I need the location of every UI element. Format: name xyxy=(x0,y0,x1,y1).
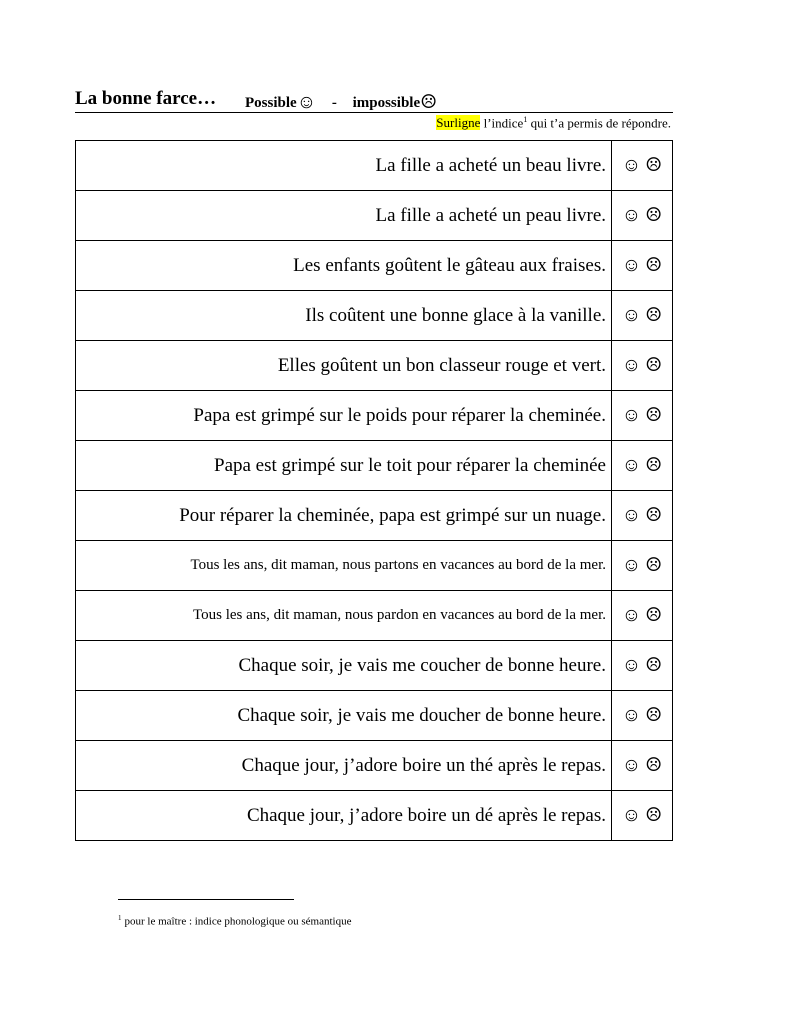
table-row xyxy=(76,741,673,791)
answer-cell xyxy=(612,241,673,291)
answer-cell xyxy=(612,191,673,241)
legend-separator: - xyxy=(331,95,337,111)
footnote-text: pour le maître : indice phonologique ou sémantique xyxy=(124,915,352,928)
table-row xyxy=(76,491,673,541)
frown-icon[interactable]: ☹ xyxy=(645,355,663,376)
smile-icon[interactable]: ☺ xyxy=(621,155,642,176)
page-title: La bonne farce… xyxy=(75,88,217,109)
sentence-cell: Tous les ans, dit maman, nous partons en vacances au bord de la mer. xyxy=(76,541,612,591)
impossible-label: impossible xyxy=(352,95,421,111)
answer-cell xyxy=(612,741,673,791)
sentence-cell: Papa est grimpé sur le poids pour réparer la cheminée. xyxy=(76,391,612,441)
smile-icon[interactable]: ☺ xyxy=(621,605,642,626)
sentence-cell: Ils coûtent une bonne glace à la vanille. xyxy=(76,291,612,341)
table-row xyxy=(76,791,673,841)
table-row xyxy=(76,691,673,741)
answer-cell xyxy=(612,791,673,841)
table-row xyxy=(76,591,673,641)
smile-icon[interactable]: ☺ xyxy=(621,805,642,826)
table-row xyxy=(76,241,673,291)
smile-icon[interactable]: ☺ xyxy=(621,755,642,776)
smile-icon[interactable]: ☺ xyxy=(621,255,642,276)
footnote-divider xyxy=(118,899,294,900)
smile-icon[interactable]: ☺ xyxy=(621,455,642,476)
frown-icon[interactable]: ☹ xyxy=(645,155,663,176)
sentence-cell: Les enfants goûtent le gâteau aux fraises. xyxy=(76,241,612,291)
frown-icon[interactable]: ☹ xyxy=(645,605,663,626)
answer-cell xyxy=(612,141,673,191)
smile-icon[interactable]: ☺ xyxy=(621,305,642,326)
table-row xyxy=(76,141,673,191)
smile-icon[interactable]: ☺ xyxy=(621,505,642,526)
answer-legend xyxy=(245,91,437,114)
highlighted-word: Surligne xyxy=(436,115,481,131)
smile-icon[interactable]: ☺ xyxy=(621,655,642,676)
table-row xyxy=(76,541,673,591)
smile-icon[interactable]: ☺ xyxy=(621,705,642,726)
sentence-cell: Chaque jour, j’adore boire un thé après le repas. xyxy=(76,741,612,791)
sentence-cell: Chaque jour, j’adore boire un dé après le repas. xyxy=(76,791,612,841)
frown-icon[interactable]: ☹ xyxy=(645,455,663,476)
frown-icon[interactable]: ☹ xyxy=(645,505,663,526)
possible-label: Possible xyxy=(245,95,297,111)
frown-icon[interactable]: ☹ xyxy=(645,705,663,726)
answer-cell xyxy=(612,291,673,341)
answer-cell xyxy=(612,491,673,541)
answer-cell xyxy=(612,641,673,691)
answer-cell xyxy=(612,341,673,391)
footnote-marker: 1 xyxy=(118,914,122,922)
answer-cell xyxy=(612,591,673,641)
sentence-cell: Chaque soir, je vais me doucher de bonne heure. xyxy=(76,691,612,741)
frown-icon: ☹ xyxy=(420,92,438,113)
frown-icon[interactable]: ☹ xyxy=(645,805,663,826)
footnote-reference: 1 xyxy=(523,115,528,124)
table-row xyxy=(76,191,673,241)
smile-icon[interactable]: ☺ xyxy=(621,355,642,376)
table-row xyxy=(76,291,673,341)
answer-cell xyxy=(612,441,673,491)
footnote xyxy=(118,914,351,928)
sentence-cell: Chaque soir, je vais me coucher de bonne heure. xyxy=(76,641,612,691)
smile-icon[interactable]: ☺ xyxy=(621,205,642,226)
sentence-cell: La fille a acheté un peau livre. xyxy=(76,191,612,241)
frown-icon[interactable]: ☹ xyxy=(645,655,663,676)
frown-icon[interactable]: ☹ xyxy=(645,405,663,426)
frown-icon[interactable]: ☹ xyxy=(645,255,663,276)
instruction-part-1: l’indice xyxy=(480,115,524,131)
answer-cell xyxy=(612,691,673,741)
instruction-part-2: qui t’a permis de répondre. xyxy=(527,115,671,131)
table-row xyxy=(76,441,673,491)
sentence-cell: Pour réparer la cheminée, papa est grimpé sur un nuage. xyxy=(76,491,612,541)
sentence-cell: La fille a acheté un beau livre. xyxy=(76,141,612,191)
smile-icon[interactable]: ☺ xyxy=(621,555,642,576)
worksheet-header xyxy=(75,88,673,113)
smile-icon: ☺ xyxy=(296,92,317,113)
frown-icon[interactable]: ☹ xyxy=(645,555,663,576)
table-row xyxy=(76,341,673,391)
frown-icon[interactable]: ☹ xyxy=(645,205,663,226)
table-row xyxy=(76,641,673,691)
answer-cell xyxy=(612,541,673,591)
sentence-table xyxy=(75,140,673,841)
sentence-cell: Tous les ans, dit maman, nous pardon en vacances au bord de la mer. xyxy=(76,591,612,641)
frown-icon[interactable]: ☹ xyxy=(645,305,663,326)
frown-icon[interactable]: ☹ xyxy=(645,755,663,776)
sentence-cell: Elles goûtent un bon classeur rouge et vert. xyxy=(76,341,612,391)
smile-icon[interactable]: ☺ xyxy=(621,405,642,426)
answer-cell xyxy=(612,391,673,441)
table-row xyxy=(76,391,673,441)
sentence-cell: Papa est grimpé sur le toit pour réparer la cheminée xyxy=(76,441,612,491)
instruction-text xyxy=(436,115,671,131)
